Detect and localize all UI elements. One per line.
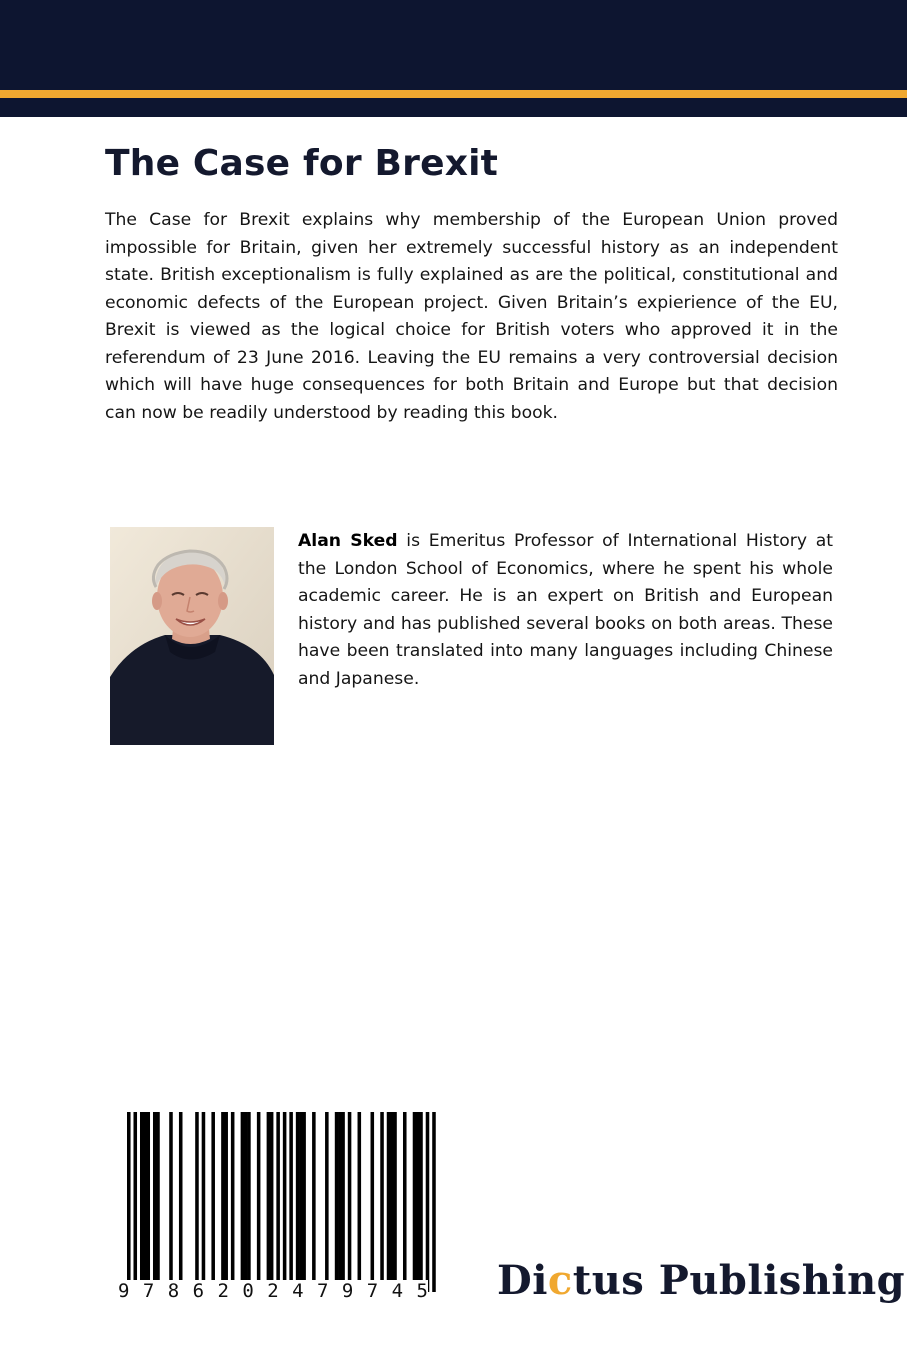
barcode-bar (335, 1112, 339, 1280)
barcode-bar (338, 1112, 342, 1280)
barcode-bar (221, 1112, 225, 1280)
barcode-bar (289, 1112, 293, 1280)
barcode-bar (341, 1112, 345, 1280)
barcode-bar (371, 1112, 375, 1280)
author-name: Alan Sked (298, 531, 398, 551)
author-bio (298, 528, 833, 693)
barcode-bar (244, 1112, 248, 1280)
barcode-bar (133, 1112, 137, 1292)
isbn-number (118, 1280, 428, 1302)
book-title: The Case for Brexit (105, 143, 499, 184)
gold-stripe (0, 90, 907, 98)
barcode-bar (432, 1112, 436, 1292)
isbn-digit: 9 (341, 1280, 354, 1302)
barcode-bar (426, 1112, 430, 1292)
isbn-digit: 7 (142, 1280, 155, 1302)
barcode-bar (143, 1112, 147, 1280)
author-bio-text: is Emeritus Professor of International History at the London School of Economics, where he spent his whole academic career. He is an expert on British and European history and has published several books on both areas. These have been translated into many languages including Chinese and Japanese. (298, 531, 833, 689)
barcode-bar (413, 1112, 417, 1280)
barcode-bar (416, 1112, 420, 1280)
barcode-bar (358, 1112, 362, 1280)
isbn-digit: 9 (118, 1280, 130, 1302)
barcode-bar (419, 1112, 423, 1280)
barcode-bar (127, 1112, 131, 1292)
barcode-bar (296, 1112, 300, 1280)
barcode-bar (202, 1112, 206, 1280)
barcode-bar (299, 1112, 303, 1280)
barcode-bar (140, 1112, 144, 1280)
barcode-bar (169, 1112, 173, 1280)
isbn-digit: 5 (416, 1280, 428, 1302)
isbn-digit: 6 (192, 1280, 205, 1302)
barcode-bar (390, 1112, 394, 1280)
barcode-bar (302, 1112, 306, 1280)
barcode (118, 1112, 436, 1304)
barcode-bar (283, 1112, 287, 1292)
publisher-logo: Dictus Publishing (497, 1257, 906, 1304)
isbn-digit: 4 (391, 1280, 404, 1302)
barcode-bar (153, 1112, 157, 1280)
barcode-bar (393, 1112, 397, 1280)
barcode-bar (257, 1112, 261, 1280)
barcode-bar (241, 1112, 245, 1280)
barcode-bar (312, 1112, 316, 1280)
top-color-band (0, 0, 907, 117)
barcode-bar (247, 1112, 251, 1280)
isbn-digit: 4 (292, 1280, 304, 1302)
barcode-bar (387, 1112, 391, 1280)
barcode-bar (224, 1112, 228, 1280)
isbn-digit: 7 (366, 1280, 379, 1302)
barcode-bar (325, 1112, 329, 1280)
author-photo (110, 527, 274, 745)
barcode-bar (231, 1112, 235, 1280)
isbn-digit: 2 (217, 1280, 229, 1302)
barcode-bar (348, 1112, 352, 1280)
barcode-bar (380, 1112, 384, 1280)
barcode-bar (211, 1112, 215, 1280)
book-description: The Case for Brexit explains why membership of the European Union proved impossible for Britain, given her extremely successful history as an independent state. British exceptionalism is fully explained as are the political, constitutional and economic defects of the European project. Given Britain’s expierience of the EU, Brexit is viewed as the logical choice for British voters who approved it in the referendum of 23 June 2016. Leaving the EU remains a very controversial decision which will have huge consequences for both Britain and Europe but that decision can now be readily understood by reading this book. (105, 210, 838, 423)
barcode-bar (276, 1112, 280, 1292)
barcode-bar (195, 1112, 199, 1280)
barcode-bar (403, 1112, 407, 1280)
barcode-bar (156, 1112, 160, 1280)
barcode-bar (179, 1112, 183, 1280)
barcode-bar (270, 1112, 274, 1280)
barcode-bar (267, 1112, 271, 1280)
isbn-digit: 8 (167, 1280, 180, 1302)
isbn-digit: 2 (267, 1280, 279, 1302)
barcode-bar (146, 1112, 150, 1280)
isbn-digit: 0 (242, 1280, 254, 1302)
isbn-digit: 7 (317, 1280, 329, 1302)
